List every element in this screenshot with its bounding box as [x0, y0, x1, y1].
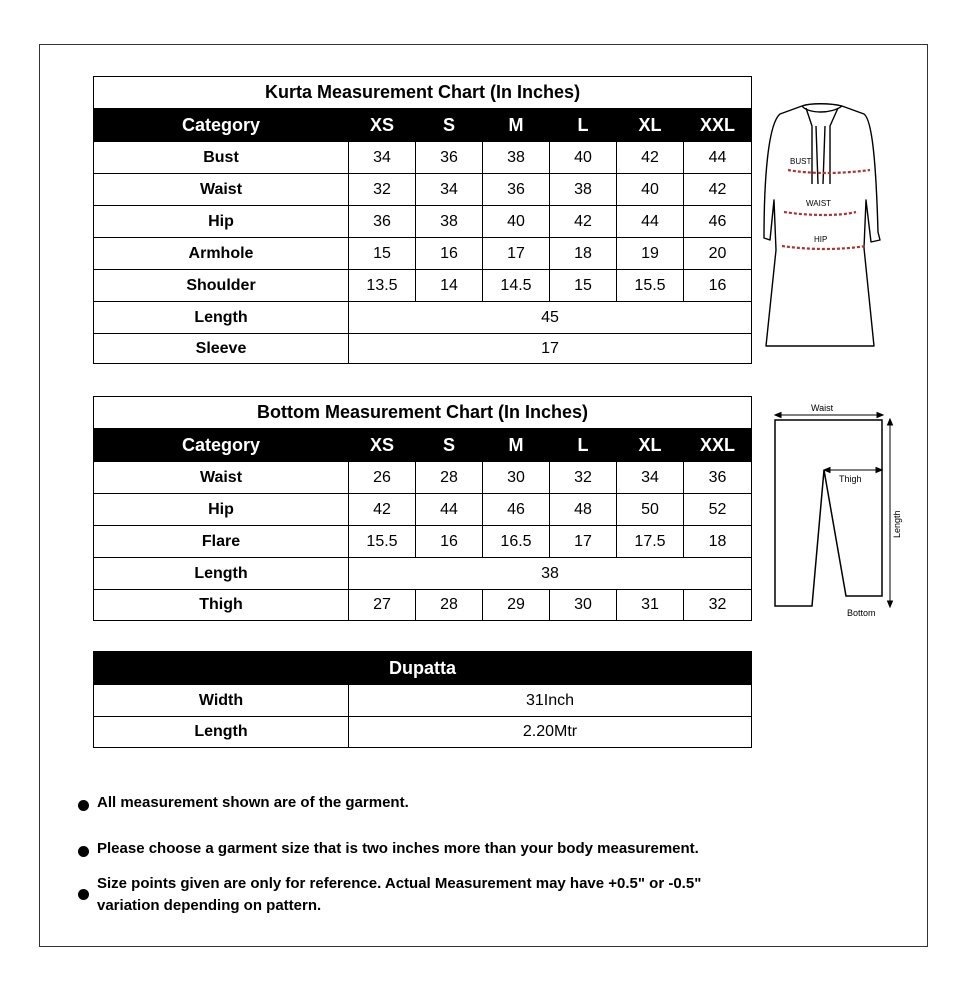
measurement-cell: 36 [483, 174, 550, 206]
measurement-cell: 16 [416, 238, 483, 270]
row-label: Armhole [94, 238, 349, 270]
measurement-cell: 30 [483, 462, 550, 494]
table-row [94, 142, 752, 174]
table-row [94, 238, 752, 270]
kurta-length-value: 45 [349, 302, 752, 334]
bottom-label: Bottom [847, 608, 876, 618]
kurta-table-title: Kurta Measurement Chart (In Inches) [94, 77, 752, 109]
dupatta-header: Dupatta [94, 652, 752, 685]
kurta-measurement-table [93, 76, 752, 364]
row-label: Hip [94, 494, 349, 526]
size-header: XXL [684, 109, 752, 142]
thigh-value: 32 [684, 590, 752, 621]
size-header: L [550, 109, 617, 142]
measurement-cell: 16.5 [483, 526, 550, 558]
bottom-measurement-table [93, 396, 752, 621]
measurement-cell: 16 [416, 526, 483, 558]
size-header: M [483, 429, 550, 462]
measurement-cell: 42 [617, 142, 684, 174]
thigh-value: 31 [617, 590, 684, 621]
bullet-icon [78, 889, 89, 900]
thigh-value: 30 [550, 590, 617, 621]
measurement-cell: 52 [684, 494, 752, 526]
size-header: M [483, 109, 550, 142]
measurement-cell: 20 [684, 238, 752, 270]
waist-label: WAIST [806, 199, 832, 208]
thigh-value: 29 [483, 590, 550, 621]
row-label: Waist [94, 462, 349, 494]
bullet-icon [78, 800, 89, 811]
dupatta-width-value: 31Inch [349, 685, 752, 717]
measurement-cell: 34 [416, 174, 483, 206]
measurement-cell: 48 [550, 494, 617, 526]
note-text: All measurement shown are of the garment. [97, 794, 409, 811]
measurement-cell: 28 [416, 462, 483, 494]
waist-label: Waist [811, 403, 834, 413]
table-row [94, 206, 752, 238]
size-header: XS [349, 429, 416, 462]
bottom-category-header: Category [94, 429, 349, 462]
measurement-cell: 42 [684, 174, 752, 206]
table-row [94, 494, 752, 526]
table-row [94, 270, 752, 302]
note-text: Please choose a garment size that is two inches more than your body measurement. [97, 840, 699, 857]
table-row [94, 462, 752, 494]
measurement-cell: 14 [416, 270, 483, 302]
measurement-cell: 40 [617, 174, 684, 206]
measurement-cell: 32 [349, 174, 416, 206]
kurta-category-header: Category [94, 109, 349, 142]
row-label: Length [94, 558, 349, 590]
measurement-cell: 14.5 [483, 270, 550, 302]
kurta-sleeve-value: 17 [349, 334, 752, 364]
row-label: Thigh [94, 590, 349, 621]
thigh-value: 27 [349, 590, 416, 621]
row-label: Bust [94, 142, 349, 174]
row-label: Waist [94, 174, 349, 206]
measurement-cell: 15 [349, 238, 416, 270]
size-header: S [416, 109, 483, 142]
measurement-cell: 19 [617, 238, 684, 270]
measurement-cell: 38 [550, 174, 617, 206]
measurement-cell: 34 [349, 142, 416, 174]
row-label: Flare [94, 526, 349, 558]
row-label: Sleeve [94, 334, 349, 364]
length-label: Length [892, 510, 902, 538]
measurement-cell: 16 [684, 270, 752, 302]
measurement-cell: 18 [684, 526, 752, 558]
row-label: Length [94, 302, 349, 334]
hip-label: HIP [814, 235, 828, 244]
table-row [94, 526, 752, 558]
measurement-cell: 44 [617, 206, 684, 238]
measurement-cell: 34 [617, 462, 684, 494]
row-label: Hip [94, 206, 349, 238]
thigh-value: 28 [416, 590, 483, 621]
measurement-cell: 42 [349, 494, 416, 526]
row-label: Width [94, 685, 349, 717]
size-header: XL [617, 429, 684, 462]
bottom-table-title: Bottom Measurement Chart (In Inches) [94, 397, 752, 429]
size-header: XS [349, 109, 416, 142]
measurement-cell: 50 [617, 494, 684, 526]
bullet-icon [78, 846, 89, 857]
measurement-cell: 36 [416, 142, 483, 174]
measurement-cell: 15 [550, 270, 617, 302]
measurement-cell: 15.5 [349, 526, 416, 558]
measurement-cell: 26 [349, 462, 416, 494]
size-header: S [416, 429, 483, 462]
measurement-cell: 32 [550, 462, 617, 494]
measurement-cell: 44 [684, 142, 752, 174]
measurement-cell: 18 [550, 238, 617, 270]
bust-label: BUST [790, 157, 812, 166]
measurement-cell: 40 [483, 206, 550, 238]
measurement-cell: 36 [684, 462, 752, 494]
thigh-label: Thigh [839, 474, 862, 484]
row-label: Length [94, 717, 349, 748]
measurement-cell: 42 [550, 206, 617, 238]
measurement-cell: 13.5 [349, 270, 416, 302]
bottom-length-value: 38 [349, 558, 752, 590]
dupatta-length-value: 2.20Mtr [349, 717, 752, 748]
measurement-cell: 46 [684, 206, 752, 238]
kurta-diagram [760, 100, 884, 354]
measurement-cell: 36 [349, 206, 416, 238]
measurement-cell: 17 [483, 238, 550, 270]
size-header: XXL [684, 429, 752, 462]
size-header: XL [617, 109, 684, 142]
measurement-cell: 17 [550, 526, 617, 558]
size-header: L [550, 429, 617, 462]
table-row [94, 174, 752, 206]
bottom-diagram [766, 400, 906, 622]
measurement-cell: 38 [483, 142, 550, 174]
measurement-cell: 40 [550, 142, 617, 174]
dupatta-table [93, 651, 752, 748]
measurement-cell: 17.5 [617, 526, 684, 558]
measurement-cell: 38 [416, 206, 483, 238]
measurement-cell: 44 [416, 494, 483, 526]
measurement-cell: 15.5 [617, 270, 684, 302]
measurement-cell: 46 [483, 494, 550, 526]
row-label: Shoulder [94, 270, 349, 302]
note-text: Size points given are only for reference. Actual Measurement may have +0.5" or -0.5" variation depending on pattern. [97, 875, 702, 914]
